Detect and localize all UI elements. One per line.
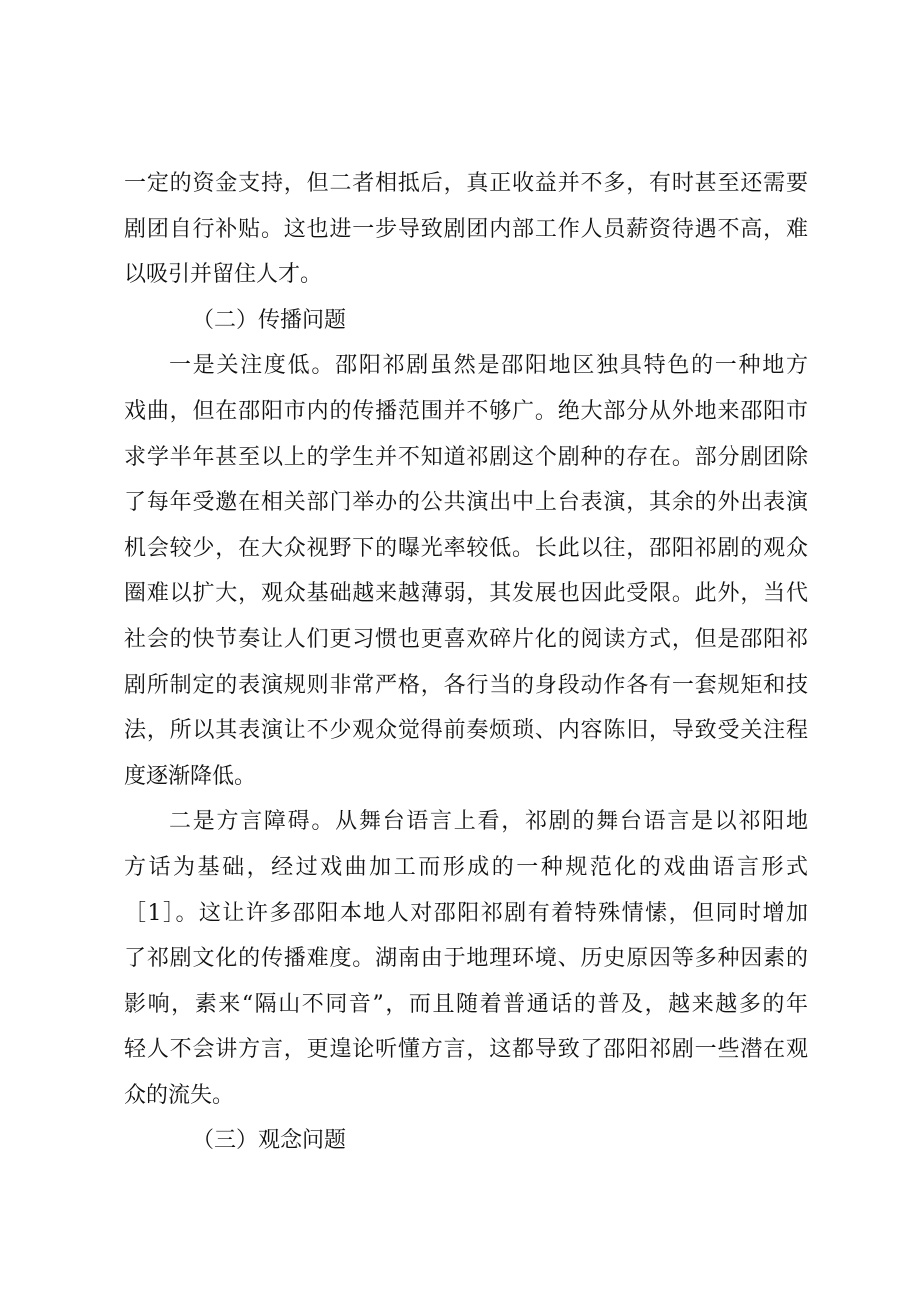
text-line: 影响，素来“隔山不同音”，而且随着普通话的普及，越来越多的年 (124, 991, 808, 1017)
text-line: 度逐渐降低。 (124, 763, 257, 789)
section-heading-text: （三）观念问题 (192, 1128, 347, 1154)
text-line: 一定的资金支持，但二者相抵后，真正收益并不多，有时甚至还需要 (124, 171, 808, 196)
text-line: 社会的快节奏让人们更习惯也更喜欢碎片化的阅读方式，但是邵阳祁 (124, 626, 808, 652)
paragraph-funding (124, 161, 808, 298)
text-line: ［1］。这让许多邵阳本地人对邵阳祁剧有着特殊情愫，但同时增加 (124, 900, 808, 926)
text-line: 二是方言障碍。从舞台语言上看，祁剧的舞台语言是以祁阳地 (169, 809, 808, 835)
section-heading-text: （二）传播问题 (192, 307, 347, 333)
text-line: 了每年受邀在相关部门举办的公共演出中上台表演，其余的外出表演 (124, 490, 808, 516)
text-line: 剧所制定的表演规则非常严格，各行当的身段动作各有一套规矩和技 (124, 672, 808, 698)
text-line: 了祁剧文化的传播难度。湖南由于地理环境、历史原因等多种因素的 (124, 946, 808, 972)
text-line: 方话为基础，经过戏曲加工而形成的一种规范化的戏曲语言形式 (124, 854, 808, 880)
paragraph-attention (124, 343, 808, 799)
text-line: 剧团自行补贴。这也进一步导致剧团内部工作人员薪资待遇不高，难 (124, 216, 808, 242)
text-line: 以吸引并留住人才。 (124, 262, 323, 288)
document-body (124, 161, 808, 1164)
text-line: 戏曲，但在邵阳市内的传播范围并不够广。绝大部分从外地来邵阳市 (124, 398, 808, 424)
text-line: 求学半年甚至以上的学生并不知道祁剧这个剧种的存在。部分剧团除 (124, 444, 808, 470)
paragraph-dialect (124, 799, 808, 1118)
section-heading-2 (124, 298, 808, 344)
text-line: 法，所以其表演让不少观众觉得前奏烦琐、内容陈旧，导致受关注程 (124, 718, 808, 744)
text-line: 一是关注度低。邵阳祁剧虽然是邵阳地区独具特色的一种地方 (169, 353, 808, 379)
text-line: 机会较少，在大众视野下的曝光率较低。长此以往，邵阳祁剧的观众 (124, 535, 808, 561)
text-line: 轻人不会讲方言，更遑论听懂方言，这都导致了邵阳祁剧一些潜在观 (124, 1037, 808, 1063)
text-line: 众的流失。 (124, 1082, 235, 1108)
section-heading-3 (124, 1118, 808, 1164)
text-line: 圈难以扩大，观众基础越来越薄弱，其发展也因此受限。此外，当代 (124, 581, 808, 607)
